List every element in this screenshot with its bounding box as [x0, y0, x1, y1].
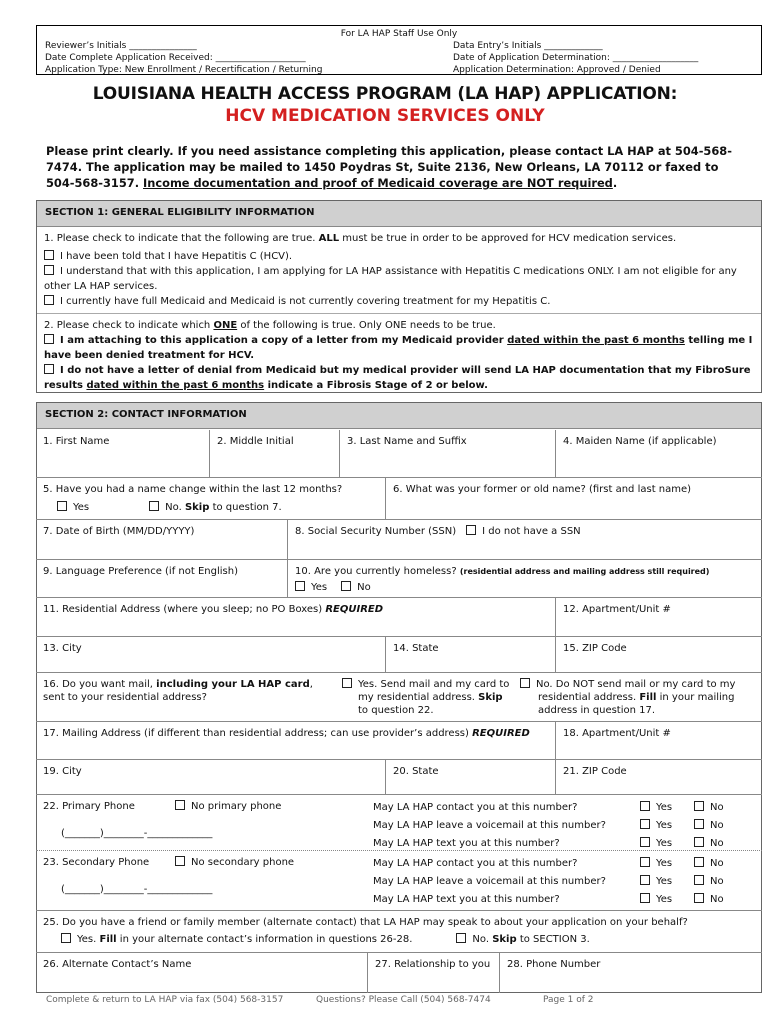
page-subtitle: HCV MEDICATION SERVICES ONLY — [225, 106, 545, 126]
checkbox-yes[interactable] — [640, 837, 650, 847]
city-field[interactable]: 13. City — [36, 637, 386, 673]
intro-text: Please print clearly. If you need assistance completing this application, please contact LA HAP at 504-568-7474. The application may be mailed to 1450 Poydras St, Suite 2136, New Orleans, LA 70112 or faxed to 504-568-3157. Income documentation and proof of Medicaid coverage are NOT required. — [46, 144, 732, 190]
maiden-name-field[interactable]: 4. Maiden Name (if applicable) — [556, 430, 762, 478]
date-of-birth-field[interactable]: 7. Date of Birth (MM/DD/YYYY) — [36, 520, 288, 560]
reviewer-initials: Reviewer’s Initials _______________ — [45, 41, 197, 51]
ssn-field[interactable]: 8. Social Security Number (SSN) I do not have a SSN — [288, 520, 762, 560]
checkbox-yes[interactable] — [57, 501, 67, 511]
name-change-question: 5. Have you had a name change within the last 12 months? Yes No. Skip to question 7. — [36, 478, 386, 520]
checkbox-yes[interactable] — [61, 933, 71, 943]
checkbox-yes[interactable] — [640, 857, 650, 867]
homeless-question: 10. Are you currently homeless? (residential address and mailing address still required) Yes No — [288, 560, 762, 598]
relationship-field[interactable]: 27. Relationship to you — [368, 953, 500, 993]
mailing-state-field[interactable]: 20. State — [386, 760, 556, 795]
checkbox-yes[interactable] — [640, 801, 650, 811]
mailing-apartment-field[interactable]: 18. Apartment/Unit # — [556, 722, 762, 760]
checkbox-no[interactable] — [694, 857, 704, 867]
secondary-phone-input[interactable]: (_______)________-_____________ — [61, 884, 213, 895]
section-1-header: SECTION 1: GENERAL ELIGIBILITY INFORMATION — [37, 201, 761, 227]
application-determination: Application Determination: Approved / Denied — [453, 65, 661, 75]
date-received: Date Complete Application Received: ____________________ — [45, 53, 306, 63]
checkbox-yes[interactable] — [342, 678, 352, 688]
former-name-field[interactable]: 6. What was your former or old name? (first and last name) — [386, 478, 762, 520]
middle-initial-field[interactable]: 2. Middle Initial — [210, 430, 340, 478]
staff-title: For LA HAP Staff Use Only — [340, 29, 458, 39]
checkbox-no[interactable] — [694, 875, 704, 885]
checkbox-no[interactable] — [694, 893, 704, 903]
checkbox-no-primary[interactable] — [175, 800, 185, 810]
checkbox-no[interactable] — [694, 819, 704, 829]
checkbox-no-ssn[interactable] — [466, 525, 476, 535]
footer-page: Page 1 of 2 — [543, 995, 594, 1005]
application-type: Application Type: New Enrollment / Recertification / Returning — [45, 65, 323, 75]
checkbox-no[interactable] — [149, 501, 159, 511]
first-name-field[interactable]: 1. First Name — [36, 430, 210, 478]
primary-phone-input[interactable]: (_______)________-_____________ — [61, 828, 213, 839]
checkbox-yes[interactable] — [640, 875, 650, 885]
footer-phone: Questions? Please Call (504) 568-7474 — [316, 995, 491, 1005]
zip-field[interactable]: 15. ZIP Code — [556, 637, 762, 673]
checkbox-yes[interactable] — [640, 893, 650, 903]
checkbox-no[interactable] — [341, 581, 351, 591]
data-entry-initials: Data Entry’s Initials _____________ — [453, 41, 603, 51]
checkbox-no[interactable] — [694, 837, 704, 847]
page-title: LOUISIANA HEALTH ACCESS PROGRAM (LA HAP) APPLICATION: — [92, 84, 678, 104]
state-field[interactable]: 14. State — [386, 637, 556, 673]
residential-address-field[interactable]: 11. Residential Address (where you sleep; no PO Boxes) REQUIRED — [36, 598, 556, 637]
language-field[interactable]: 9. Language Preference (if not English) — [36, 560, 288, 598]
apartment-field[interactable]: 12. Apartment/Unit # — [556, 598, 762, 637]
mailing-address-field[interactable]: 17. Mailing Address (if different than residential address; can use provider’s address) REQUIRED — [36, 722, 556, 760]
mailing-city-field[interactable]: 19. City — [36, 760, 386, 795]
checkbox-yes[interactable] — [295, 581, 305, 591]
last-name-field[interactable]: 3. Last Name and Suffix — [340, 430, 556, 478]
alternate-contact-question: 25. Do you have a friend or family member (alternate contact) that LA HAP may speak to about your application on your behalf? Yes. Fill in your alternate contact’s information in questions 26-28. No. Skip to SECTION 3. — [36, 911, 762, 953]
checkbox-no[interactable] — [694, 801, 704, 811]
date-determination: Date of Application Determination: ___________________ — [453, 53, 699, 63]
checkbox-yes[interactable] — [640, 819, 650, 829]
q2: 2. Please check to indicate which ONE of the following is true. Only ONE needs to be true. I am attaching to this application a copy of a letter from my Medicaid provider dated within the past 6 months telling me I have been denied treatment for HCV. I do not have a letter of denial from Medicaid but my medical provider will send LA HAP documentation that my FibroSure results dated within the past 6 months indicate a Fibrosis Stage of 2 or below. — [44, 320, 753, 391]
alternate-phone-field[interactable]: 28. Phone Number — [507, 959, 601, 970]
mail-preference-question: 16. Do you want mail, including your LA HAP card, sent to your residential address? Yes. Send mail and my card to my residential address. Skip to question 22. No. Do NOT send mail or my card to my residential address. Fill in your mailing address in question 17. — [36, 673, 762, 722]
checkbox-no-secondary[interactable] — [175, 856, 185, 866]
alternate-name-field[interactable]: 26. Alternate Contact’s Name — [36, 953, 368, 993]
section-2-fields — [36, 0, 762, 1024]
q1: 1. Please check to indicate that the following are true. ALL must be true in order to be approved for HCV medication services. I have been told that I have Hepatitis C (HCV). I understand that with this application, I am applying for LA HAP assistance with Hepatitis C medications ONLY. I am not eligible for any other LA HAP services. I currently have full Medicaid and Medicaid is not currently covering treatment for my Hepatitis C. — [37, 227, 761, 314]
checkbox-no[interactable] — [456, 933, 466, 943]
footer-fax: Complete & return to LA HAP via fax (504) 568-3157 — [46, 995, 284, 1005]
section-2-header: SECTION 2: CONTACT INFORMATION — [37, 403, 761, 429]
mailing-zip-field[interactable]: 21. ZIP Code — [556, 760, 762, 795]
secondary-phone-row: 23. Secondary Phone No secondary phone (_______)________-_____________ May LA HAP contact you at this number? May LA HAP leave a voicemail at this number? May LA HAP text you at this number? Yes No Yes No Yes No — [36, 851, 762, 911]
checkbox-no[interactable] — [520, 678, 530, 688]
primary-phone-row: 22. Primary Phone No primary phone (_______)________-_____________ May LA HAP contact you at this number? May LA HAP leave a voicemail at this number? May LA HAP text you at this number? Yes No Yes No Yes No — [36, 795, 762, 851]
